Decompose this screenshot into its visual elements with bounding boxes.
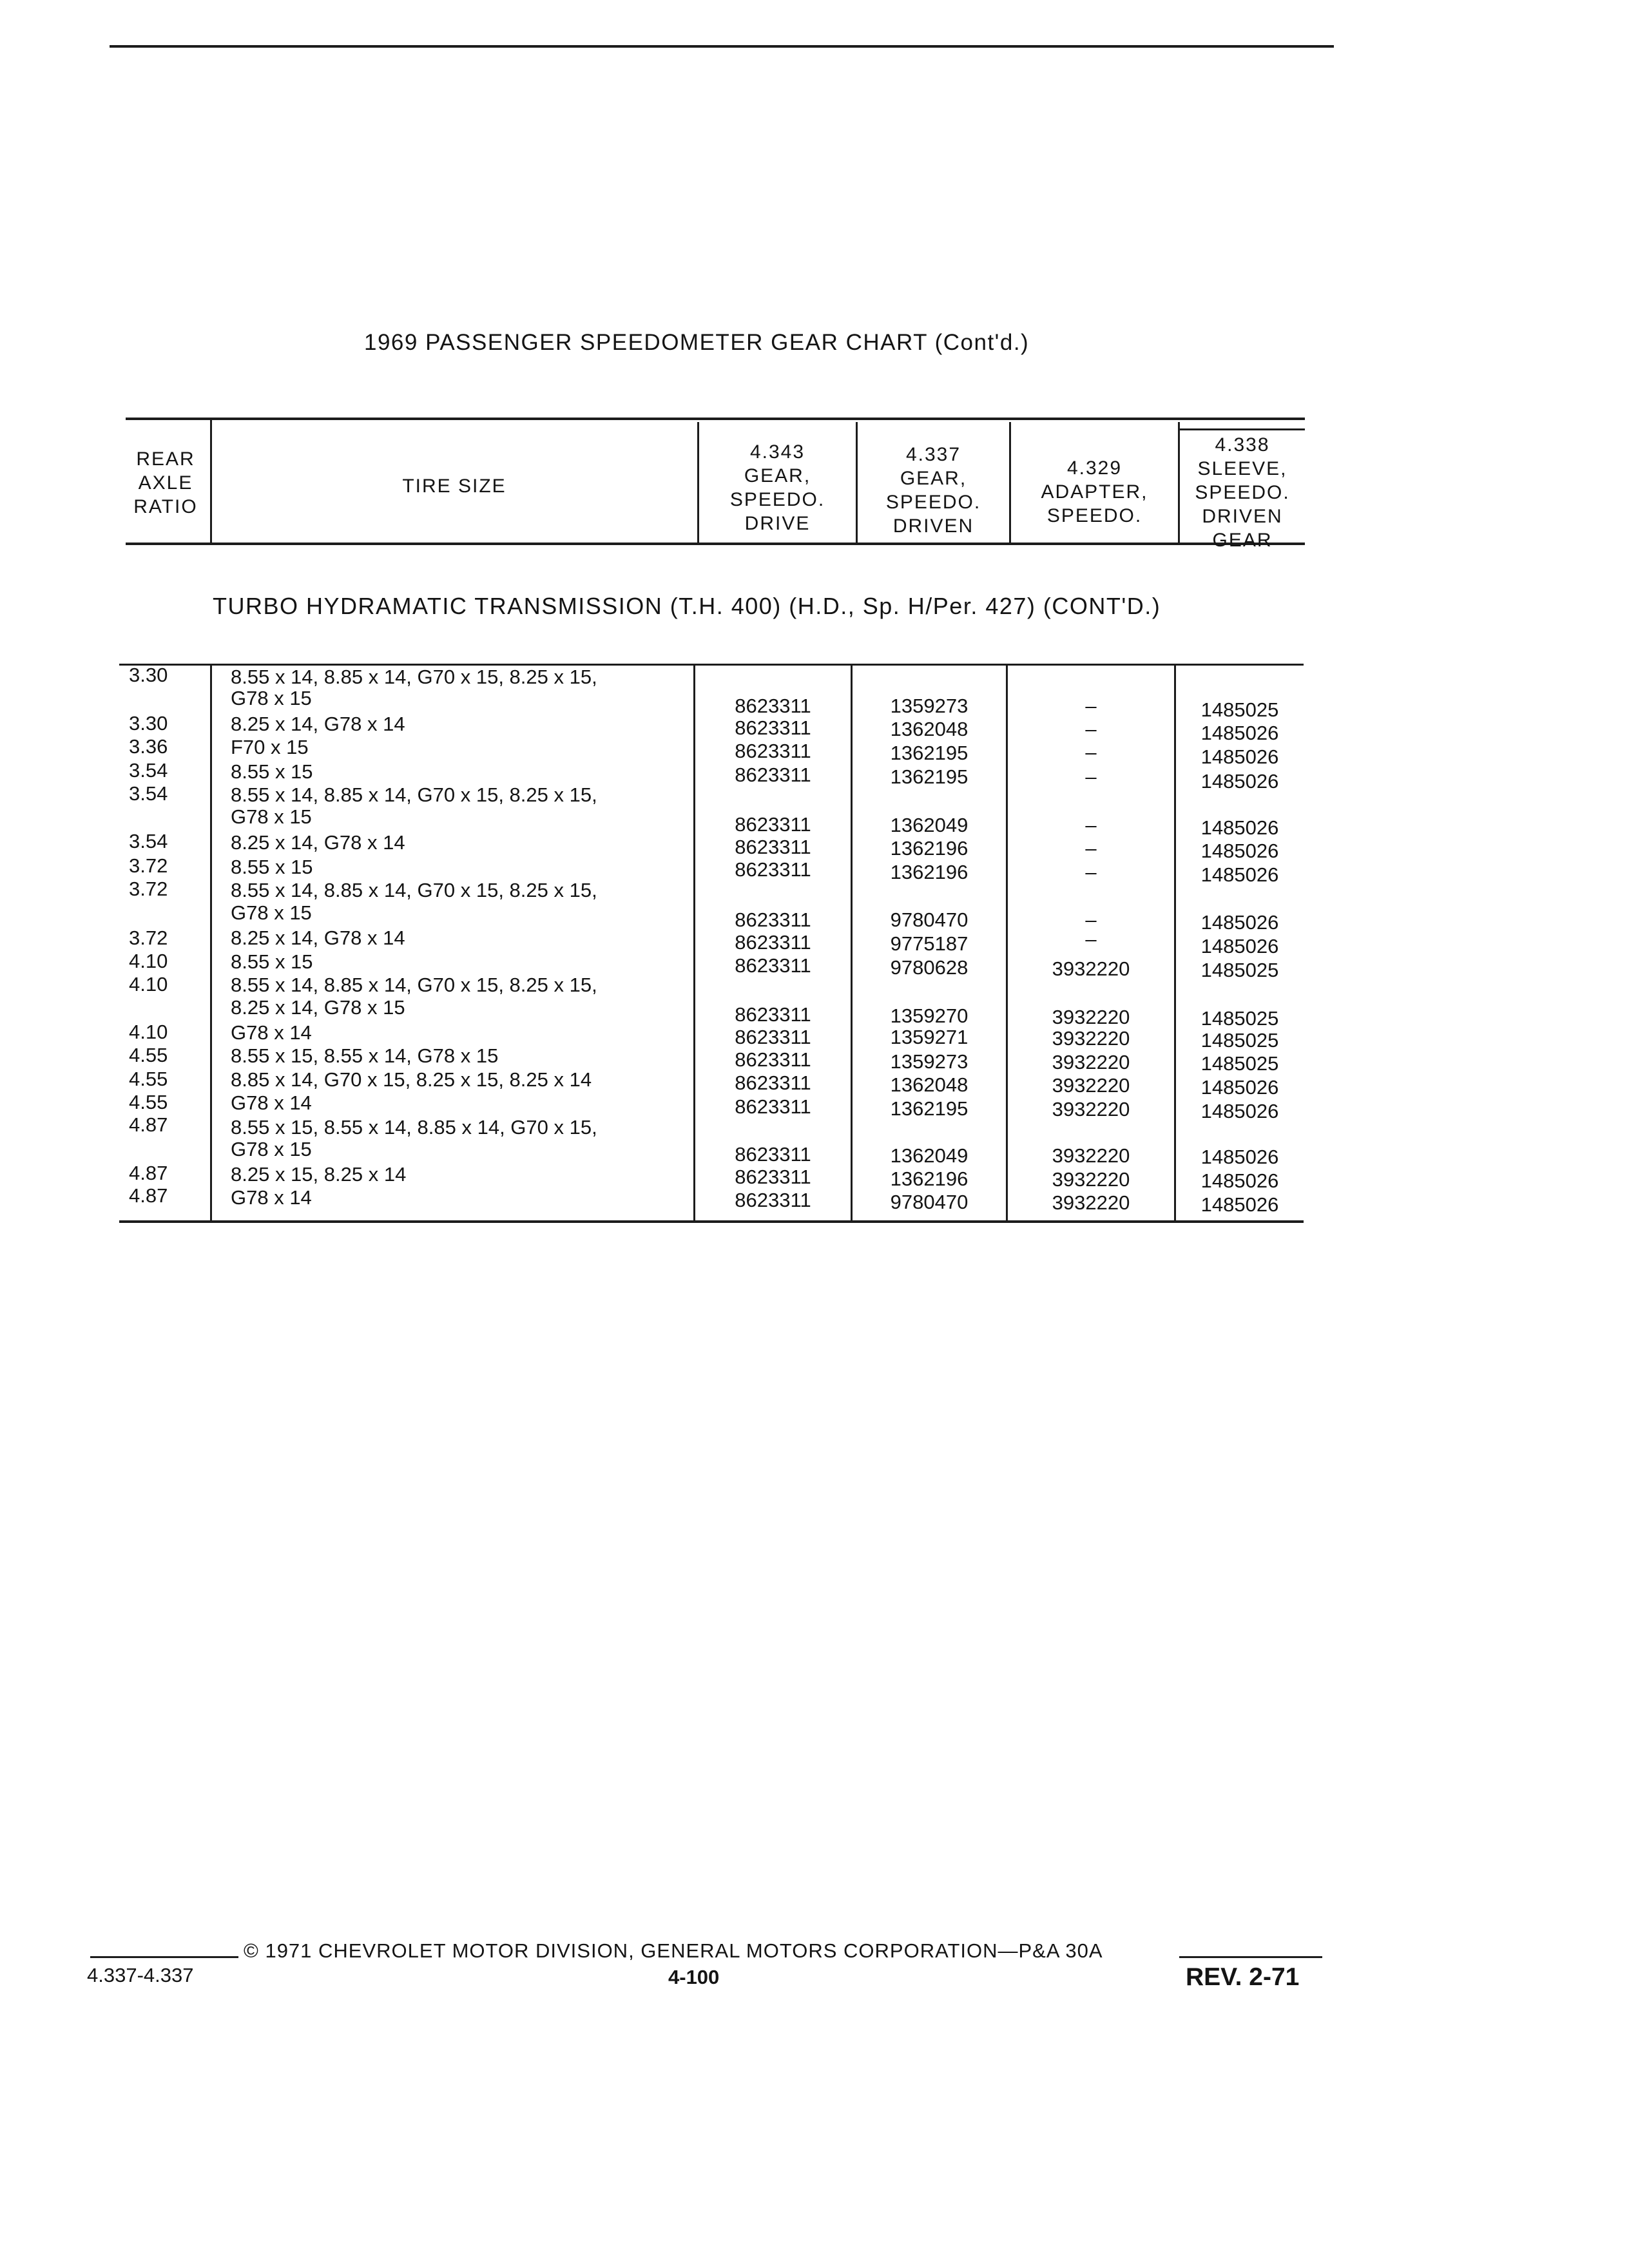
- sleeve-cell: 1485026: [1200, 935, 1279, 957]
- adapter-cell: 3932220: [1052, 1098, 1130, 1120]
- axle-ratio-cell: 3.36: [129, 735, 168, 758]
- adapter-cell: 3932220: [1052, 1168, 1130, 1191]
- tire-size-cell: G78 x 15: [231, 687, 312, 709]
- sleeve-cell: 1485025: [1200, 1052, 1279, 1075]
- tire-size-cell: 8.25 x 14, G78 x 14: [231, 713, 405, 735]
- page-number: 4-100: [668, 1966, 720, 1988]
- adapter-cell: 3932220: [1052, 1027, 1130, 1050]
- tire-size-cell: 8.55 x 14, 8.85 x 14, G70 x 15, 8.25 x 15,: [231, 783, 597, 806]
- drive-gear-cell: 8623311: [735, 1166, 811, 1188]
- sleeve-cell: 1485026: [1200, 1193, 1279, 1216]
- col-header-driven-gear-sleeve: 4.338 SLEEVE, SPEEDO. DRIVEN GEAR: [1195, 434, 1290, 551]
- axle-ratio-cell: 4.87: [129, 1113, 168, 1136]
- sleeve-cell: 1485025: [1200, 1007, 1279, 1030]
- drive-gear-cell: 8623311: [735, 931, 811, 954]
- tire-size-cell: G78 x 15: [231, 805, 312, 828]
- drive-gear-cell: 8623311: [735, 836, 811, 858]
- drive-gear-cell: 8623311: [735, 1143, 811, 1166]
- tire-size-cell: 8.55 x 14, 8.85 x 14, G70 x 15, 8.25 x 15,: [231, 879, 597, 901]
- tire-size-cell: G78 x 15: [231, 1138, 312, 1160]
- drive-gear-cell: 8623311: [735, 1072, 811, 1094]
- tire-size-cell: 8.55 x 15: [231, 950, 313, 973]
- adapter-cell: 3932220: [1052, 957, 1130, 980]
- tire-size-cell: 8.25 x 15, 8.25 x 14: [231, 1163, 407, 1186]
- adapter-cell: –: [1085, 861, 1097, 883]
- drive-gear-cell: 8623311: [735, 908, 811, 931]
- axle-ratio-cell: 4.87: [129, 1184, 168, 1207]
- sleeve-cell: 1485026: [1200, 1169, 1279, 1192]
- driven-gear-cell: 1362048: [890, 1073, 969, 1096]
- axle-ratio-cell: 4.55: [129, 1091, 168, 1113]
- col-header-speedo-adapter: 4.329 ADAPTER, SPEEDO.: [1041, 457, 1148, 526]
- driven-gear-cell: 9780470: [890, 1191, 969, 1213]
- col-header-rear-axle-ratio: REAR AXLE RATIO: [133, 448, 198, 517]
- sleeve-cell: 1485026: [1200, 840, 1279, 862]
- driven-gear-cell: 1362196: [890, 1168, 969, 1190]
- axle-ratio-cell: 4.55: [129, 1044, 168, 1066]
- drive-gear-cell: 8623311: [735, 1026, 811, 1048]
- adapter-cell: –: [1085, 765, 1097, 788]
- copyright-notice: © 1971 CHEVROLET MOTOR DIVISION, GENERAL MOTORS CORPORATION—P&A 30A: [244, 1939, 1103, 1962]
- tire-size-cell: 8.25 x 14, G78 x 14: [231, 927, 405, 949]
- axle-ratio-cell: 3.54: [129, 759, 168, 782]
- sleeve-cell: 1485025: [1200, 698, 1279, 721]
- drive-gear-cell: 8623311: [735, 1189, 811, 1211]
- adapter-cell: –: [1085, 814, 1097, 836]
- driven-gear-cell: 1359273: [890, 1050, 969, 1073]
- driven-gear-cell: 1359273: [890, 695, 969, 717]
- sleeve-cell: 1485026: [1200, 1100, 1279, 1122]
- section-heading: TURBO HYDRAMATIC TRANSMISSION (T.H. 400) (H.D., Sp. H/Per. 427) (CONT'D.): [213, 593, 1161, 619]
- axle-ratio-cell: 3.30: [129, 664, 168, 686]
- col-header-speedo-drive-gear: 4.343 GEAR, SPEEDO. DRIVE: [729, 441, 825, 534]
- axle-ratio-cell: 3.54: [129, 782, 168, 805]
- tire-size-cell: 8.55 x 15, 8.55 x 14, 8.85 x 14, G70 x 15,: [231, 1116, 597, 1139]
- adapter-cell: –: [1085, 718, 1097, 740]
- adapter-cell: –: [1085, 908, 1097, 931]
- sleeve-cell: 1485026: [1200, 1076, 1279, 1099]
- adapter-cell: –: [1085, 837, 1097, 860]
- tire-size-cell: 8.55 x 15: [231, 856, 313, 878]
- tire-size-cell: F70 x 15: [231, 736, 309, 758]
- sleeve-cell: 1485026: [1200, 745, 1279, 768]
- adapter-cell: 3932220: [1052, 1006, 1130, 1028]
- tire-size-cell: 8.55 x 15: [231, 760, 313, 783]
- tire-size-cell: 8.25 x 14, G78 x 14: [231, 831, 405, 854]
- driven-gear-cell: 1359270: [890, 1004, 969, 1027]
- drive-gear-cell: 8623311: [735, 764, 811, 786]
- axle-ratio-cell: 4.10: [129, 973, 168, 995]
- drive-gear-cell: 8623311: [735, 1003, 811, 1026]
- sleeve-cell: 1485025: [1200, 959, 1279, 981]
- adapter-cell: 3932220: [1052, 1191, 1130, 1214]
- drive-gear-cell: 8623311: [735, 740, 811, 762]
- driven-gear-cell: 1359271: [890, 1026, 969, 1048]
- tire-size-cell: G78 x 14: [231, 1021, 312, 1044]
- axle-ratio-cell: 4.87: [129, 1162, 168, 1184]
- axle-ratio-cell: 3.72: [129, 878, 168, 900]
- col-header-speedo-driven-gear: 4.337 GEAR, SPEEDO. DRIVEN: [885, 444, 981, 537]
- top-rule: [110, 45, 1334, 48]
- sleeve-cell: 1485025: [1200, 1029, 1279, 1052]
- driven-gear-cell: 1362195: [890, 765, 969, 788]
- tire-size-cell: G78 x 14: [231, 1186, 312, 1209]
- adapter-cell: 3932220: [1052, 1144, 1130, 1167]
- driven-gear-cell: 1362195: [890, 1097, 969, 1120]
- axle-ratio-cell: 3.72: [129, 927, 168, 949]
- axle-ratio-cell: 3.72: [129, 854, 168, 877]
- adapter-cell: –: [1085, 695, 1097, 717]
- tire-size-cell: G78 x 15: [231, 901, 312, 924]
- adapter-cell: –: [1085, 741, 1097, 764]
- sleeve-cell: 1485026: [1200, 722, 1279, 744]
- drive-gear-cell: 8623311: [735, 1095, 811, 1118]
- sleeve-cell: 1485026: [1200, 770, 1279, 793]
- header-top-rule: [126, 418, 1305, 420]
- driven-gear-cell: 1362049: [890, 1144, 969, 1167]
- drive-gear-cell: 8623311: [735, 716, 811, 739]
- revision-label: REV. 2-71: [1186, 1963, 1300, 1991]
- sleeve-cell: 1485026: [1200, 1146, 1279, 1168]
- driven-gear-cell: 1362196: [890, 861, 969, 883]
- driven-gear-cell: 9780470: [890, 908, 969, 931]
- adapter-cell: 3932220: [1052, 1051, 1130, 1073]
- driven-gear-cell: 1362048: [890, 718, 969, 740]
- tire-size-cell: 8.25 x 14, G78 x 15: [231, 996, 405, 1019]
- driven-gear-cell: 1362196: [890, 837, 969, 860]
- adapter-cell: 3932220: [1052, 1074, 1130, 1097]
- drive-gear-cell: 8623311: [735, 858, 811, 881]
- drive-gear-cell: 8623311: [735, 1048, 811, 1071]
- drive-gear-cell: 8623311: [735, 695, 811, 717]
- driven-gear-cell: 9775187: [890, 932, 969, 955]
- chart-title: 1969 PASSENGER SPEEDOMETER GEAR CHART (Cont'd.): [364, 330, 1030, 355]
- sleeve-cell: 1485026: [1200, 863, 1279, 886]
- sleeve-cell: 1485026: [1200, 911, 1279, 934]
- drive-gear-cell: 8623311: [735, 813, 811, 836]
- sleeve-cell: 1485026: [1200, 816, 1279, 839]
- section-reference: 4.337-4.337: [87, 1964, 194, 1986]
- axle-ratio-cell: 3.54: [129, 830, 168, 852]
- drive-gear-cell: 8623311: [735, 954, 811, 977]
- footer-right-rule: [1179, 1956, 1322, 1958]
- tire-size-cell: 8.55 x 15, 8.55 x 14, G78 x 15: [231, 1044, 499, 1067]
- driven-gear-cell: 9780628: [890, 956, 969, 979]
- body-bottom-rule: [119, 1220, 1304, 1223]
- col-header-tire-size: TIRE SIZE: [402, 476, 506, 497]
- adapter-cell: –: [1085, 928, 1097, 950]
- driven-gear-cell: 1362195: [890, 742, 969, 764]
- driven-gear-cell: 1362049: [890, 814, 969, 836]
- axle-ratio-cell: 3.30: [129, 712, 168, 735]
- footer-left-rule: [90, 1956, 238, 1958]
- axle-ratio-cell: 4.55: [129, 1068, 168, 1090]
- tire-size-cell: 8.85 x 14, G70 x 15, 8.25 x 15, 8.25 x 14: [231, 1068, 592, 1091]
- header-bottom-rule: [126, 543, 1305, 545]
- tire-size-cell: 8.55 x 14, 8.85 x 14, G70 x 15, 8.25 x 15,: [231, 974, 597, 996]
- tire-size-cell: 8.55 x 14, 8.85 x 14, G70 x 15, 8.25 x 15,: [231, 666, 597, 688]
- tire-size-cell: G78 x 14: [231, 1091, 312, 1114]
- axle-ratio-cell: 4.10: [129, 1021, 168, 1043]
- axle-ratio-cell: 4.10: [129, 950, 168, 972]
